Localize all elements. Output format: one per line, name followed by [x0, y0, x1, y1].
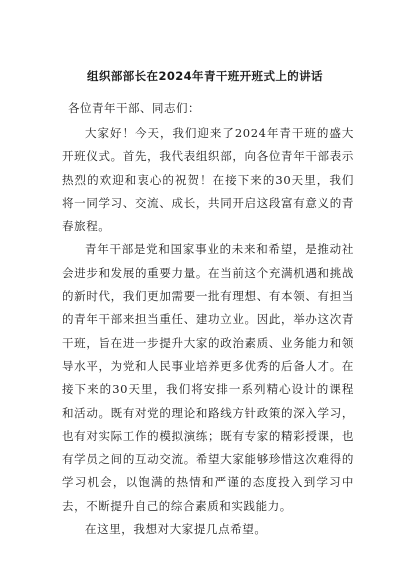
- speech-body: [62, 122, 354, 541]
- paragraph-hopes: 在这里，我想对大家提几点希望。: [85, 522, 267, 537]
- speech-title: 组织部部长在2024年青干班开班式上的讲话: [87, 69, 323, 83]
- paragraph-welcome: 大家好！今天，我们迎来了2024年青干班的盛大开班仪式。首先，我代表组织部，向各位青年干部表示热烈的欢迎和衷心的祝贺！在接下来的30天里，我们将一同学习、交流、成长，共同开启这段富有意义的青春旅程。: [62, 126, 354, 234]
- paragraph-purpose: 青年干部是党和国家事业的未来和希望，是推动社会进步和发展的重要力量。在当前这个充满机遇和挑战的新时代，我们更加需要一批有理想、有本领、有担当的青年干部来担当重任、建功立业。因此，举办这次青干班，旨在进一步提升大家的政治素质、业务能力和领导水平，为党和人民事业培养更多优秀的后备人才。在接下来的30天里，我们将安排一系列精心设计的课程和活动。既有对党的理论和路线方针政策的深入学习，也有对实际工作的模拟演练；既有专家的精彩授课，也有学员之间的互动交流。希望大家能够珍惜这次难得的学习机会，以饱满的热情和严谨的态度投入到学习中去，不断提升自己的综合素质和实践能力。: [62, 242, 354, 513]
- speech-greeting: 各位青年干部、同志们：: [68, 101, 200, 115]
